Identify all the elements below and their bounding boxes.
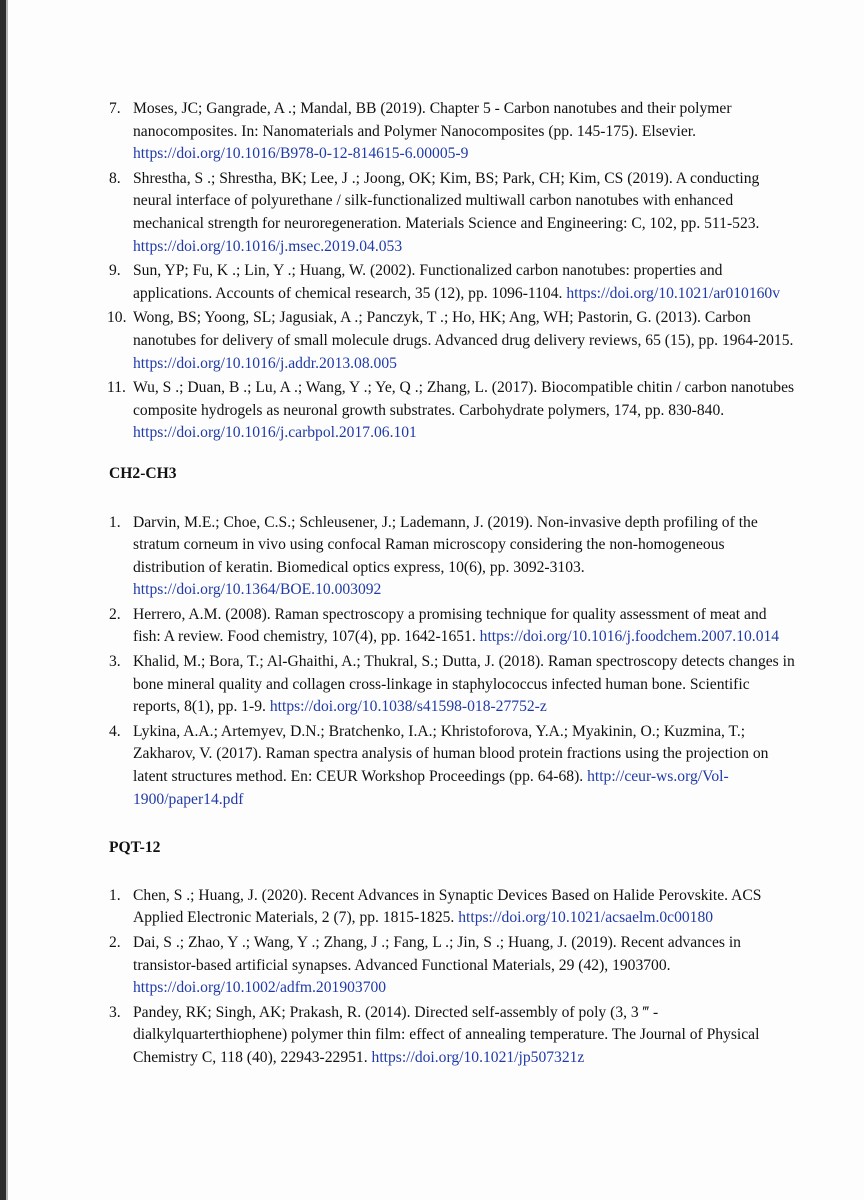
reference-item: [109, 377, 795, 445]
page-content: [109, 98, 795, 1072]
reference-number: 1.: [109, 513, 121, 531]
reference-item: [109, 512, 795, 602]
reference-number: 4.: [109, 722, 121, 740]
doi-link[interactable]: https://doi.org/10.1016/j.addr.2013.08.005: [133, 354, 397, 372]
reference-number: 3.: [109, 653, 121, 671]
document-page: [8, 0, 864, 1200]
reference-number: 2.: [109, 934, 121, 951]
reference-number: 7.: [109, 100, 121, 117]
doi-link[interactable]: https://doi.org/10.1021/jp507321z: [371, 1048, 585, 1066]
doi-link[interactable]: https://doi.org/10.1021/ar010160v: [566, 284, 781, 302]
reference-item: [109, 604, 795, 649]
reference-item: [109, 651, 795, 719]
doi-link[interactable]: https://doi.org/10.1002/adfm.201903700: [133, 979, 387, 997]
reference-text: Wu, S .; Duan, B .; Lu, A .; Wang, Y .; Ye, Q .; Zhang, L. (2017). Biocompatible chitin / carbon nanotubes composite hydrogels as neuronal growth substrates. Carbohydrate polymers, 174, pp. 830-840.: [133, 379, 795, 419]
doi-link[interactable]: https://doi.org/10.1021/acsaelm.0c00180: [458, 909, 714, 927]
reference-item: [109, 260, 795, 305]
viewer-edge: [0, 0, 6, 1200]
reference-item: [109, 721, 795, 811]
reference-text: Herrero, A.M. (2008). Raman spectroscopy a promising technique for quality assessment of meat and fish: A review. Food chemistry, 107(4), pp. 1642-1651.: [133, 605, 767, 646]
reference-text: Moses, JC; Gangrade, A .; Mandal, BB (2019). Chapter 5 - Carbon nanotubes and their polymer nanocomposites. In: Nanomaterials and Polymer Nanocomposites (pp. 145-175). Elsevier.: [133, 100, 732, 140]
reference-number: 11.: [107, 379, 126, 397]
reference-number: 9.: [109, 262, 121, 280]
reference-item: [109, 932, 795, 1000]
reference-text: Shrestha, S .; Shrestha, BK; Lee, J .; Joong, OK; Kim, BS; Park, CH; Kim, CS (2019). A conducting neural interface of polyurethane / silk-functionalized multiwall carbon nanotubes with enhanced mechanical strength for neuroregeneration. Materials Science and Engineering: C, 102, pp. 511-523.: [133, 169, 760, 232]
reference-number: 3.: [109, 1003, 121, 1021]
reference-text: Lykina, A.A.; Artemyev, D.N.; Bratchenko, I.A.; Khristoforova, Y.A.; Myakinin, O.; Kuzmina, T.; Zakharov, V. (2017). Raman spectra analysis of human blood protein fractions using the projection on latent structures method. En: CEUR Workshop Proceedings (pp. 64-68).: [133, 722, 769, 786]
doi-link[interactable]: https://doi.org/10.1038/s41598-018-27752-z: [269, 698, 547, 716]
section-heading-pqt-12: PQT-12: [109, 839, 161, 857]
reference-list-pqt-12: [109, 885, 795, 1070]
reference-text: Pandey, RK; Singh, AK; Prakash, R. (2014). Directed self-assembly of poly (3, 3 ‴ -dialkylquarterthiophene) polymer thin film: effect of annealing temperature. The Journal of Physical Chemistry C, 118 (40), 22943-22951.: [133, 1003, 760, 1066]
reference-text: Sun, YP; Fu, K .; Lin, Y .; Huang, W. (2002). Functionalized carbon nanotubes: properties and applications. Accounts of chemical research, 35 (12), pp. 1096-1104.: [133, 262, 723, 302]
doi-link[interactable]: http://ceur-ws.org/Vol-1900/paper14.pdf: [133, 768, 729, 808]
reference-text: Darvin, M.E.; Choe, C.S.; Schleusener, J.; Lademann, J. (2019). Non-invasive depth profiling of the stratum corneum in vivo using confocal Raman microscopy considering the non-homogeneous distribution of keratin. Biomedical optics express, 10(6), pp. 3092-3103.: [133, 513, 758, 576]
reference-item: [109, 168, 795, 258]
reference-text: Khalid, M.; Bora, T.; Al-Ghaithi, A.; Thukral, S.; Dutta, J. (2018). Raman spectroscopy detects changes in bone mineral quality and collagen cross-linkage in staphylococcus infected human bone. Scientific reports, 8(1), pp. 1-9.: [133, 653, 795, 716]
reference-list-ch2-ch3: [109, 512, 795, 812]
reference-item: [109, 98, 795, 166]
reference-list-cnt: [109, 98, 795, 445]
doi-link[interactable]: https://doi.org/10.1016/j.msec.2019.04.053: [133, 237, 403, 255]
reference-item: [109, 307, 795, 375]
reference-number: 8.: [109, 169, 121, 187]
reference-item: [109, 1002, 795, 1070]
doi-link[interactable]: https://doi.org/10.1016/j.carbpol.2017.06.101: [133, 424, 417, 442]
reference-text: Chen, S .; Huang, J. (2020). Recent Advances in Synaptic Devices Based on Halide Perovskite. ACS Applied Electronic Materials, 2 (7), pp. 1815-1825.: [133, 886, 762, 927]
reference-text: Wong, BS; Yoong, SL; Jagusiak, A .; Panczyk, T .; Ho, HK; Ang, WH; Pastorin, G. (2013). Carbon nanotubes for delivery of small molecule drugs. Advanced drug delivery reviews, 65 (15), pp. 1964-2015.: [133, 309, 794, 349]
reference-number: 2.: [109, 605, 121, 623]
doi-link[interactable]: https://doi.org/10.1016/B978-0-12-814615-6.00005-9: [133, 145, 469, 163]
doi-link[interactable]: https://doi.org/10.1364/BOE.10.003092: [133, 581, 382, 599]
reference-text: Dai, S .; Zhao, Y .; Wang, Y .; Zhang, J .; Fang, L .; Jin, S .; Huang, J. (2019). Recent advances in transistor-based artificial synapses. Advanced Functional Materials, 29 (42), 1903700.: [133, 934, 741, 974]
reference-number: 10.: [107, 309, 127, 327]
section-heading-ch2-ch3: CH2-CH3: [109, 464, 177, 482]
reference-item: [109, 885, 795, 930]
reference-number: 1.: [109, 886, 121, 904]
doi-link[interactable]: https://doi.org/10.1016/j.foodchem.2007.10.014: [479, 628, 780, 646]
